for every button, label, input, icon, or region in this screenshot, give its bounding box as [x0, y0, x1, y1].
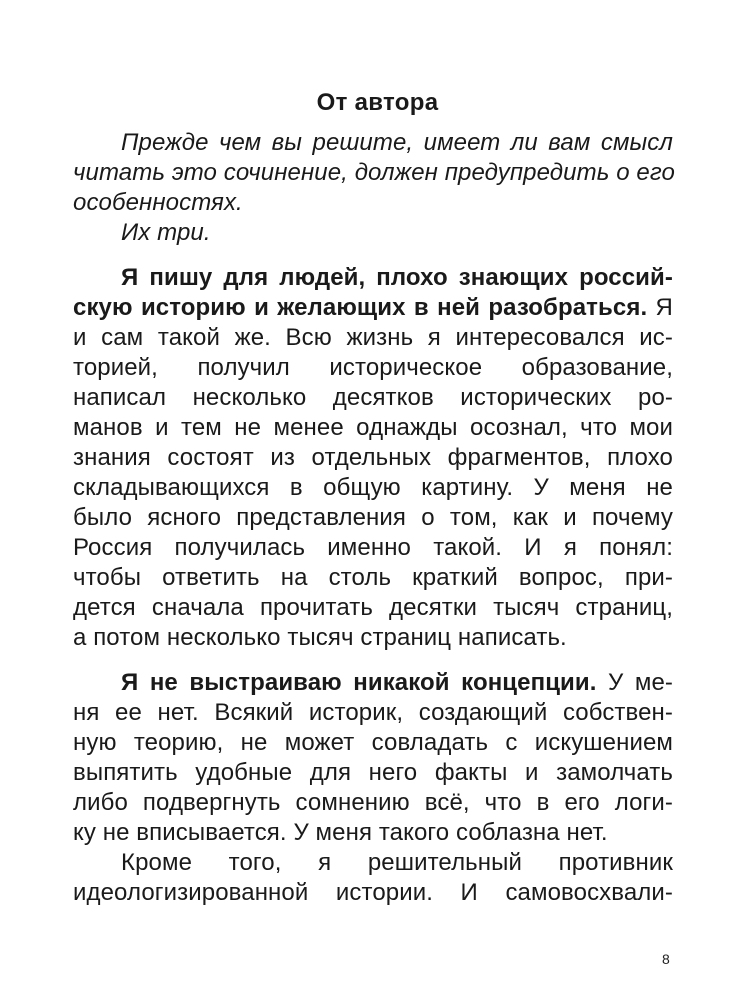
intro-line-4: Их три.	[121, 219, 211, 246]
p1-line-2	[73, 293, 673, 323]
p2-line-1-rest: У ме-	[596, 669, 673, 696]
p1-line-12: дется сначала прочитать десятки тысяч страниц,	[73, 594, 673, 621]
p1-line-13: а потом несколько тысяч страниц написать.	[73, 624, 567, 651]
intro-line-2: читать это сочинение, должен предупредить о его	[73, 159, 675, 186]
p1-line-4: торией, получил историческое образование,	[73, 354, 673, 381]
p1-line-1: Я пишу для людей, плохо знающих россий-	[121, 264, 673, 291]
intro-line-3: особенностях.	[73, 189, 243, 216]
p1-line-6: манов и тем не менее однажды осознал, что мои	[73, 414, 673, 441]
p2-line-3: ную теорию, не может совладать с искушением	[73, 729, 673, 756]
p1-line-5: написал несколько десятков исторических ро-	[73, 384, 673, 411]
p1-line-9: было ясного представления о том, как и почему	[73, 504, 673, 531]
p2-line-4: выпятить удобные для него факты и замолчать	[73, 759, 673, 786]
p2-line-1	[73, 668, 673, 698]
p2-line-1-bold: Я не выстраиваю никакой концепции.	[121, 669, 597, 696]
p1-line-3: и сам такой же. Всю жизнь я интересовался ис-	[73, 324, 673, 351]
intro-line-1: Прежде чем вы решите, имеет ли вам смысл	[121, 129, 673, 156]
p1-line-2-rest: Я	[647, 294, 673, 321]
p1-line-8: складывающихся в общую картину. У меня не	[73, 474, 673, 501]
p2-line-2: ня ее нет. Всякий историк, создающий собствен-	[73, 699, 673, 726]
p1-line-11: чтобы ответить на столь краткий вопрос, при-	[73, 564, 673, 591]
page-number: 8	[662, 951, 670, 967]
p1-line-2-bold: скую историю и желающих в ней разобраться.	[73, 294, 648, 321]
p1-line-7: знания состоят из отдельных фрагментов, плохо	[73, 444, 673, 471]
p2-line-6: ку не вписывается. У меня такого соблазна нет.	[73, 819, 608, 846]
p3-line-1: Кроме того, я решительный противник	[121, 849, 673, 876]
p2-line-5: либо подвергнуть сомнению всё, что в его логи-	[73, 789, 673, 816]
p1-line-10: Россия получилась именно такой. И я понял:	[73, 534, 673, 561]
chapter-heading: От автора	[316, 89, 439, 116]
p3-line-2: идеологизированной истории. И самовосхвали-	[73, 879, 673, 906]
